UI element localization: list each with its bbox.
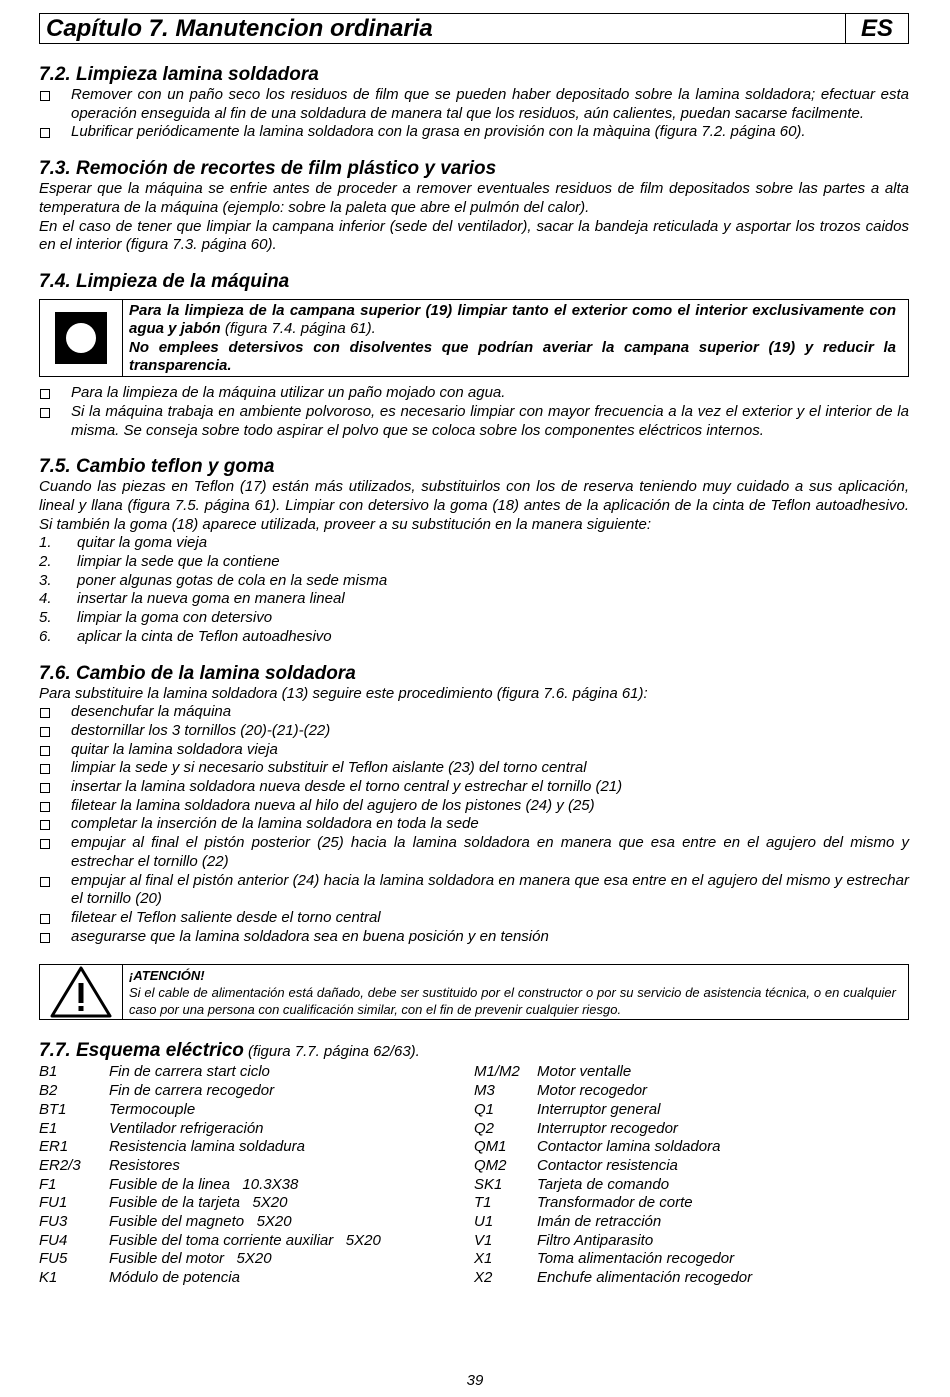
warning-title: ¡ATENCIÓN! <box>129 968 205 984</box>
list-item: Si la máquina trabaja en ambiente polvoroso, es necesario limpiar con mayor frecuencia a la vez el exterior y el interior de la misma. Se conseja sobre todo aspirar el polvo que se coloca sobre los componentes eléctricos internos. <box>39 403 909 440</box>
component-description: Fusible del motor 5X20 <box>109 1250 272 1268</box>
legend-column-left <box>39 1063 474 1287</box>
component-code: FU1 <box>39 1194 68 1212</box>
component-code: FU5 <box>39 1250 68 1268</box>
legend-row <box>39 1250 474 1269</box>
component-description: Toma alimentación recogedor <box>537 1250 735 1268</box>
step-text: aplicar la cinta de Teflon autoadhesivo <box>77 627 332 645</box>
page-number: 39 <box>466 1372 484 1389</box>
component-code: X1 <box>474 1250 493 1268</box>
component-description: Contactor resistencia <box>537 1156 678 1174</box>
legend-row <box>474 1082 909 1101</box>
notice-text <box>123 300 908 376</box>
mandatory-sign-icon <box>55 312 107 364</box>
list-item: limpiar la sede y si necesario substituir el Teflon aislante (23) del torno central <box>39 759 909 778</box>
component-legend <box>39 1063 909 1287</box>
list-item: filetear la lamina soldadora nueva al hilo del agujero de los pistones (24) y (25) <box>39 797 909 816</box>
list-7-2 <box>39 86 909 142</box>
component-code: K1 <box>39 1269 58 1287</box>
component-description: Interruptor recogedor <box>537 1119 678 1137</box>
step-text: limpiar la goma con detersivo <box>77 609 273 627</box>
section-title-text: 7.7. Esquema eléctrico <box>39 1040 244 1062</box>
component-code: BT1 <box>39 1100 67 1118</box>
component-description: Enchufe alimentación recogedor <box>537 1269 753 1287</box>
list-item: desenchufar la máquina <box>39 703 909 722</box>
step-item <box>39 553 909 572</box>
component-code: FU4 <box>39 1231 68 1249</box>
legend-row <box>474 1101 909 1120</box>
component-code: E1 <box>39 1119 58 1137</box>
language-code: ES <box>845 14 908 43</box>
list-7-6 <box>39 703 909 946</box>
notice-icon-cell <box>40 300 123 376</box>
warning-triangle-icon <box>49 965 113 1019</box>
section-title-7-2: 7.2. Limpieza lamina soldadora <box>39 64 319 85</box>
component-code: ER1 <box>39 1138 69 1156</box>
step-number: 6. <box>39 627 52 645</box>
component-code: M3 <box>474 1082 495 1100</box>
legend-row <box>474 1063 909 1082</box>
component-description: Imán de retracción <box>537 1213 662 1231</box>
legend-row <box>474 1176 909 1195</box>
component-description: Fusible del toma corriente auxiliar 5X20 <box>109 1231 381 1249</box>
component-code: FU3 <box>39 1213 68 1231</box>
legend-row <box>474 1157 909 1176</box>
component-description: Contactor lamina soldadora <box>537 1138 721 1156</box>
section-title-ref: (figura 7.7. página 62/63). <box>243 1043 420 1061</box>
paragraph: Para substituire la lamina soldadora (13) seguire este procedimiento (figura 7.6. página 61): <box>39 684 648 702</box>
steps-7-5 <box>39 534 909 646</box>
list-item: quitar la lamina soldadora vieja <box>39 741 909 760</box>
component-code: M1/M2 <box>474 1063 520 1081</box>
legend-row <box>39 1232 474 1251</box>
notice-box <box>39 299 909 377</box>
component-description: Fin de carrera recogedor <box>109 1082 275 1100</box>
component-description: Termocouple <box>109 1100 196 1118</box>
paragraph: En el caso de tener que limpiar la campana inferior (sede del ventilador), sacar la bandeja reticulada y asportar los trozos caidos en el interior (figura 7.3. página 60). <box>39 217 909 254</box>
component-description: Tarjeta de comando <box>537 1175 670 1193</box>
component-code: F1 <box>39 1175 57 1193</box>
list-item: Para la limpieza de la máquina utilizar un paño mojado con agua. <box>39 384 909 403</box>
chapter-header <box>39 13 909 44</box>
warning-icon-cell <box>40 965 123 1019</box>
paragraph: Esperar que la máquina se enfrie antes de proceder a remover eventuales residuos de film depositados sobre las partes a alta temperatura de la máquina (ejemplo: sobre la paleta que abre el pulmón del calor). <box>39 180 909 216</box>
chapter-title: Capítulo 7. Manutencion ordinaria <box>46 15 433 42</box>
legend-row <box>474 1269 909 1288</box>
legend-row <box>474 1138 909 1157</box>
section-title-7-4: 7.4. Limpieza de la máquina <box>39 270 290 292</box>
step-text: quitar la goma vieja <box>77 534 208 552</box>
step-item <box>39 609 909 628</box>
step-number: 2. <box>39 553 52 571</box>
legend-row <box>39 1194 474 1213</box>
list-item: Lubrificar periódicamente la lamina soldadora con la grasa en provisión con la màquina (figura 7.2. página 60). <box>39 123 909 142</box>
list-item: filetear el Teflon saliente desde el torno central <box>39 909 909 928</box>
legend-row <box>474 1213 909 1232</box>
legend-row <box>474 1250 909 1269</box>
step-number: 3. <box>39 571 52 589</box>
component-code: Q2 <box>474 1119 495 1137</box>
legend-row <box>39 1269 474 1288</box>
component-code: B2 <box>39 1082 58 1100</box>
list-item: Remover con un paño seco los residuos de film que se pueden haber depositado sobre la lamina soldadora; efectuar esta operación enseguida al fin de una soldadura de manera tal que los residuos, aún calientes, puedan sacarse facilmente. <box>39 86 909 123</box>
component-description: Motor ventalle <box>537 1063 632 1081</box>
warning-body: Si el cable de alimentación está dañado, debe ser sustituido por el constructor o por su servicio de asistencia técnica, o en cualquier caso por una persona con cualificación similar, con el fin de prevenir cualquier riesgo. <box>129 985 896 1018</box>
page <box>39 13 909 1288</box>
component-code: ER2/3 <box>39 1156 81 1174</box>
notice-ref: (figura 7.4. página 61). <box>220 320 376 338</box>
section-title-7-7 <box>39 1040 909 1063</box>
component-description: Resistores <box>109 1156 180 1174</box>
component-description: Resistencia lamina soldadura <box>109 1138 305 1156</box>
legend-row <box>39 1157 474 1176</box>
legend-row <box>39 1063 474 1082</box>
component-code: QM2 <box>474 1156 507 1174</box>
component-description: Módulo de potencia <box>109 1269 240 1287</box>
component-code: T1 <box>474 1194 492 1212</box>
list-item: empujar al final el pistón posterior (25) hacia la lamina soldadora en manera que esa entre en el agujero del mismo y estrechar el tornillo (22) <box>39 834 909 871</box>
legend-row <box>474 1120 909 1139</box>
list-item: insertar la lamina soldadora nueva desde el torno central y estrechar el tornillo (21) <box>39 778 909 797</box>
legend-row <box>39 1213 474 1232</box>
step-text: poner algunas gotas de cola en la sede misma <box>77 571 388 589</box>
list-item: completar la inserción de la lamina soldadora en toda la sede <box>39 815 909 834</box>
component-code: SK1 <box>474 1175 503 1193</box>
list-item: destornillar los 3 tornillos (20)-(21)-(22) <box>39 722 909 741</box>
warning-text <box>123 965 908 1019</box>
component-code: V1 <box>474 1231 493 1249</box>
legend-row <box>39 1138 474 1157</box>
component-description: Fin de carrera start ciclo <box>109 1063 270 1081</box>
component-description: Transformador de corte <box>537 1194 693 1212</box>
component-code: Q1 <box>474 1100 495 1118</box>
notice-warning-text: No emplees detersivos con disolventes que podrían averiar la campana superior (19) y reducir la transparencia. <box>129 338 896 374</box>
component-description: Filtro Antiparasito <box>537 1231 654 1249</box>
list-item: empujar al final el pistón anterior (24) hacia la lamina soldadora en manera que esa entre en el agujero del mismo y estrechar el tornillo (20) <box>39 872 909 909</box>
notice-paragraph <box>129 302 896 339</box>
legend-row <box>474 1232 909 1251</box>
list-item: asegurarse que la lamina soldadora sea en buena posición y en tensión <box>39 928 909 947</box>
component-code: X2 <box>474 1269 493 1287</box>
legend-row <box>39 1101 474 1120</box>
step-number: 4. <box>39 590 52 608</box>
step-text: limpiar la sede que la contiene <box>77 553 280 571</box>
notice-bold-text: Para la limpieza de la campana superior (19) limpiar tanto el exterior como el interior exclusivamente con agua y jabón <box>129 301 896 338</box>
component-description: Fusible del magneto 5X20 <box>109 1213 292 1231</box>
step-item <box>39 590 909 609</box>
list-7-4 <box>39 384 909 440</box>
component-description: Motor recogedor <box>537 1082 648 1100</box>
component-description: Interruptor general <box>537 1100 661 1118</box>
section-title-7-6: 7.6. Cambio de la lamina soldadora <box>39 662 356 684</box>
legend-row <box>39 1082 474 1101</box>
step-text: insertar la nueva goma en manera lineal <box>77 590 345 608</box>
paragraph: Cuando las piezas en Teflon (17) están más utilizados, substituirlos con los de reserva teniendo muy cuidado a sus aplicación, lineal y llana (figura 7.5. página 61). Limpiar con detersivo la goma (18) antes de la aplicación de la cinta de Teflon autoadhesivo. Si también la goma (18) aparece utilizada, proveer a su substitución en la manera siguiente: <box>39 478 909 533</box>
legend-row <box>39 1176 474 1195</box>
step-item <box>39 572 909 591</box>
legend-row <box>39 1120 474 1139</box>
step-item <box>39 628 909 647</box>
legend-row <box>474 1194 909 1213</box>
step-item <box>39 534 909 553</box>
component-description: Fusible de la linea 10.3X38 <box>109 1175 299 1193</box>
section-title-7-3: 7.3. Remoción de recortes de film plástico y varios <box>39 158 497 180</box>
component-description: Fusible de la tarjeta 5X20 <box>109 1194 288 1212</box>
component-description: Ventilador refrigeración <box>109 1119 264 1137</box>
section-title-7-5: 7.5. Cambio teflon y goma <box>39 456 275 478</box>
step-number: 5. <box>39 609 52 627</box>
component-code: B1 <box>39 1063 58 1081</box>
component-code: U1 <box>474 1213 494 1231</box>
step-number: 1. <box>39 534 52 552</box>
legend-column-right <box>474 1063 909 1287</box>
component-code: QM1 <box>474 1138 507 1156</box>
warning-box <box>39 964 909 1020</box>
